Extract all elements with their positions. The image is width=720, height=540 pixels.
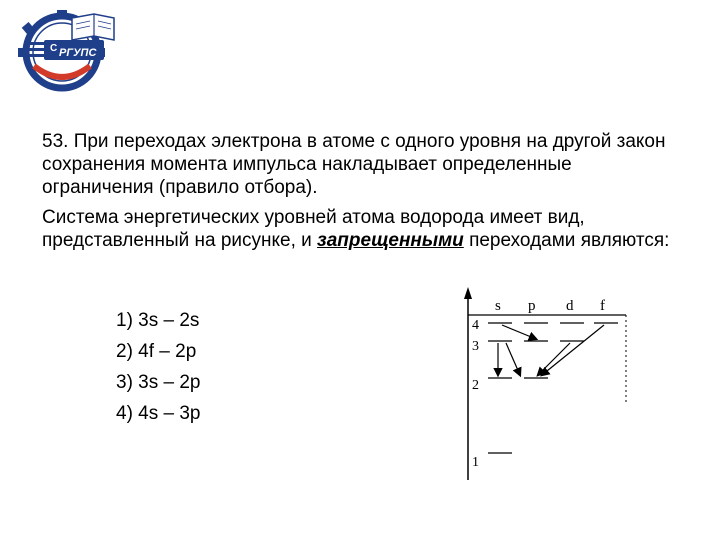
- answer-option-1[interactable]: 1) 3s – 2s: [116, 310, 200, 331]
- answer-options: [116, 305, 201, 429]
- answer-option-3[interactable]: 3) 3s – 2p: [116, 372, 201, 393]
- answer-option-2[interactable]: 2) 4f – 2p: [116, 341, 197, 362]
- emphasized-word: запрещенными: [317, 230, 464, 251]
- energy-level-diagram: [440, 285, 640, 485]
- transition-arrow-4f-2p: [542, 325, 604, 375]
- level-label-3: 3: [472, 339, 479, 354]
- column-label-f: f: [600, 298, 605, 314]
- question-text: [42, 130, 682, 259]
- column-label-d: d: [566, 298, 574, 314]
- transition-arrow-4s-3p: [502, 325, 536, 339]
- book-icon: [72, 14, 114, 40]
- transition-arrow-3p-2s: [506, 343, 520, 375]
- column-label-s: s: [495, 298, 501, 314]
- question-paragraph-1: 53. При переходах электрона в атоме с одного уровня на другой закон сохранения момента импульса накладывает определенные ограничения (правило отбора).: [42, 131, 666, 198]
- paragraph-2-end: переходами являются:: [463, 230, 670, 251]
- logo-letter: С: [50, 43, 58, 54]
- question-paragraph-2: [42, 206, 682, 252]
- paragraph-2-start: Система энергетических уровней атома водорода имеет вид, представленный на рисунке, и: [42, 207, 585, 251]
- level-label-1: 1: [472, 455, 479, 470]
- level-label-4: 4: [472, 318, 479, 333]
- university-logo: [10, 4, 120, 94]
- level-label-2: 2: [472, 378, 479, 393]
- answer-option-4[interactable]: 4) 4s – 3p: [116, 403, 201, 424]
- logo-text: РГУПС: [59, 47, 97, 59]
- transition-arrow-3d-2p: [538, 343, 570, 375]
- axis-arrow-icon: [464, 287, 472, 299]
- column-label-p: p: [528, 298, 536, 314]
